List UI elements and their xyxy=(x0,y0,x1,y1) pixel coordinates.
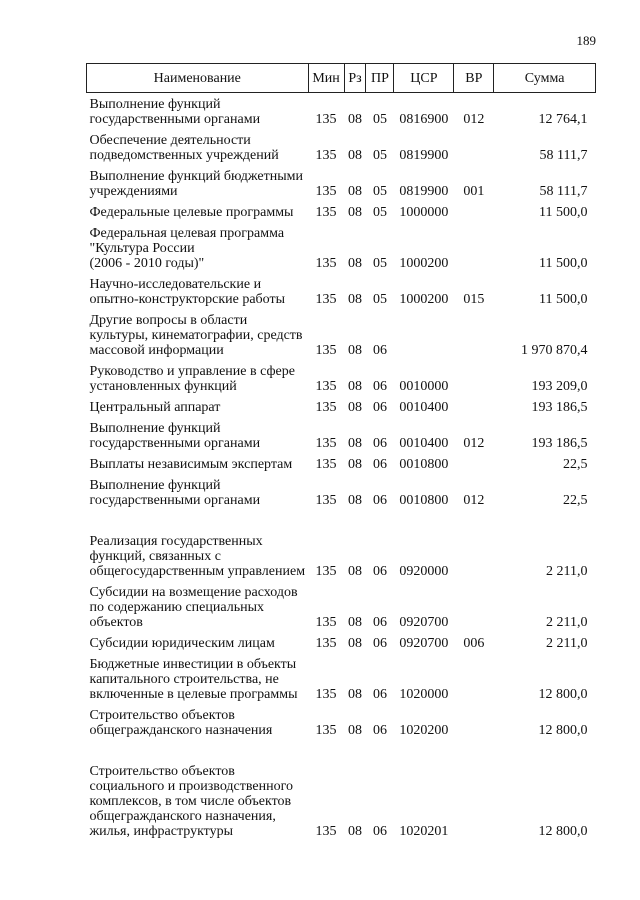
cell-sum: 22,5 xyxy=(563,493,588,508)
cell-min: 135 xyxy=(315,457,337,472)
cell-name: Выполнение функций государственными органами xyxy=(89,478,261,508)
cell-csr: 1020201 xyxy=(399,824,449,839)
cell-csr: 0819900 xyxy=(399,184,449,199)
header-pr: ПР xyxy=(366,64,394,93)
row-spacer xyxy=(87,510,596,530)
cell-csr: 0010400 xyxy=(399,400,449,415)
cell-rz: 08 xyxy=(348,343,362,358)
cell-sum: 193 186,5 xyxy=(531,400,588,415)
cell-pr: 06 xyxy=(372,723,387,738)
cell-csr: 0819900 xyxy=(399,148,449,163)
cell-sum: 2 211,0 xyxy=(546,636,588,651)
cell-min: 135 xyxy=(315,636,337,651)
cell-min: 135 xyxy=(315,436,337,451)
cell-rz: 08 xyxy=(348,824,362,839)
cell-csr: 1000200 xyxy=(399,256,449,271)
cell-name: Выплаты независимым экспертам xyxy=(89,457,293,472)
cell-vr: 015 xyxy=(463,292,485,307)
cell-rz: 08 xyxy=(348,636,362,651)
table-row xyxy=(87,165,596,201)
cell-sum: 12 800,0 xyxy=(538,687,588,702)
cell-csr: 1000000 xyxy=(399,205,449,220)
cell-min: 135 xyxy=(315,205,337,220)
cell-min: 135 xyxy=(315,292,337,307)
cell-pr: 05 xyxy=(372,292,387,307)
cell-csr xyxy=(394,309,454,360)
cell-rz: 08 xyxy=(348,205,362,220)
table-row xyxy=(87,581,596,632)
cell-pr: 05 xyxy=(372,148,387,163)
table-row xyxy=(87,453,596,474)
cell-csr: 0920700 xyxy=(399,615,449,630)
cell-rz: 08 xyxy=(348,379,362,394)
cell-vr: 012 xyxy=(463,436,485,451)
cell-rz: 08 xyxy=(348,400,362,415)
cell-name: Субсидии на возмещение расходов по содержанию специальных объектов xyxy=(89,585,298,630)
cell-min: 135 xyxy=(315,687,337,702)
cell-rz: 08 xyxy=(348,148,362,163)
header-min: Мин xyxy=(308,64,344,93)
cell-rz: 08 xyxy=(348,436,362,451)
cell-pr: 05 xyxy=(372,112,387,127)
spacer-cell xyxy=(87,510,596,530)
cell-vr xyxy=(454,396,494,417)
cell-csr: 0010400 xyxy=(399,436,449,451)
cell-name: Выполнение функций государственными органами xyxy=(89,421,261,451)
cell-vr: 012 xyxy=(463,112,485,127)
cell-min: 135 xyxy=(315,564,337,579)
cell-csr: 0010000 xyxy=(399,379,449,394)
cell-sum: 11 500,0 xyxy=(539,205,588,220)
cell-csr: 1020200 xyxy=(399,723,449,738)
cell-min: 135 xyxy=(315,148,337,163)
cell-pr: 06 xyxy=(372,824,387,839)
cell-rz: 08 xyxy=(348,112,362,127)
cell-name: Федеральные целевые программы xyxy=(89,205,294,220)
cell-name: Выполнение функций бюджетными учреждениями xyxy=(89,169,303,199)
table-row xyxy=(87,474,596,510)
table-row xyxy=(87,704,596,740)
cell-vr: 012 xyxy=(463,493,485,508)
cell-vr xyxy=(454,581,494,632)
cell-vr: 006 xyxy=(463,636,485,651)
cell-vr xyxy=(454,653,494,704)
cell-sum: 58 111,7 xyxy=(539,184,588,199)
header-vr: ВР xyxy=(454,64,494,93)
cell-name: Выполнение функций государственными органами xyxy=(89,97,261,127)
cell-sum: 193 209,0 xyxy=(531,379,588,394)
header-name: Наименование xyxy=(87,64,309,93)
cell-sum: 11 500,0 xyxy=(539,256,588,271)
cell-min: 135 xyxy=(315,723,337,738)
cell-vr xyxy=(454,201,494,222)
cell-pr: 05 xyxy=(372,256,387,271)
cell-pr: 06 xyxy=(372,436,387,451)
cell-csr: 0010800 xyxy=(399,457,449,472)
cell-pr: 06 xyxy=(372,379,387,394)
cell-sum: 11 500,0 xyxy=(539,292,588,307)
cell-pr: 06 xyxy=(372,400,387,415)
cell-name: Руководство и управление в сфере установленных функций xyxy=(89,364,295,394)
cell-sum: 1 970 870,4 xyxy=(521,343,588,358)
table-row xyxy=(87,129,596,165)
cell-rz: 08 xyxy=(348,184,362,199)
table-body xyxy=(87,93,596,842)
cell-name: Строительство объектов социального и производственного комплексов, в том числе объектов общегражданского назначения, жилья, инфраструктуры xyxy=(89,764,293,839)
cell-csr: 0010800 xyxy=(399,493,449,508)
cell-rz: 08 xyxy=(348,564,362,579)
cell-vr: 001 xyxy=(463,184,485,199)
cell-min: 135 xyxy=(315,256,337,271)
cell-name: Строительство объектов общегражданского назначения xyxy=(89,708,273,738)
cell-pr: 06 xyxy=(372,343,387,358)
table-row xyxy=(87,530,596,581)
cell-sum: 193 186,5 xyxy=(531,436,588,451)
cell-vr xyxy=(454,222,494,273)
table-row xyxy=(87,309,596,360)
page-number: 189 xyxy=(576,33,596,48)
cell-csr: 0920700 xyxy=(399,636,449,651)
table-row xyxy=(87,222,596,273)
cell-pr: 06 xyxy=(372,636,387,651)
cell-vr xyxy=(454,309,494,360)
cell-csr: 1020000 xyxy=(399,687,449,702)
cell-vr xyxy=(454,704,494,740)
row-spacer xyxy=(87,740,596,760)
spacer-cell xyxy=(87,740,596,760)
cell-vr xyxy=(454,760,494,841)
cell-sum: 22,5 xyxy=(563,457,588,472)
cell-pr: 06 xyxy=(372,493,387,508)
table-header xyxy=(87,64,596,93)
cell-name: Центральный аппарат xyxy=(89,400,221,415)
table-row xyxy=(87,417,596,453)
cell-min: 135 xyxy=(315,379,337,394)
cell-min: 135 xyxy=(315,493,337,508)
cell-csr: 0816900 xyxy=(399,112,449,127)
cell-vr xyxy=(454,360,494,396)
cell-name: Субсидии юридическим лицам xyxy=(89,636,275,651)
table-row xyxy=(87,760,596,841)
cell-min: 135 xyxy=(315,824,337,839)
cell-vr xyxy=(454,530,494,581)
cell-rz: 08 xyxy=(348,493,362,508)
cell-min: 135 xyxy=(315,343,337,358)
cell-rz: 08 xyxy=(348,723,362,738)
header-sum: Сумма xyxy=(494,64,596,93)
cell-sum: 58 111,7 xyxy=(539,148,588,163)
cell-min: 135 xyxy=(315,400,337,415)
cell-pr: 06 xyxy=(372,457,387,472)
header-rz: Рз xyxy=(344,64,366,93)
cell-csr: 1000200 xyxy=(399,292,449,307)
cell-name: Обеспечение деятельности подведомственных учреждений xyxy=(89,133,279,163)
header-csr: ЦСР xyxy=(394,64,454,93)
cell-min: 135 xyxy=(315,615,337,630)
cell-sum: 2 211,0 xyxy=(546,615,588,630)
table-row xyxy=(87,653,596,704)
cell-name: Реализация государственных функций, связанных с общегосударственным управлением xyxy=(89,534,306,579)
cell-rz: 08 xyxy=(348,256,362,271)
table-row xyxy=(87,632,596,653)
budget-table xyxy=(86,63,596,841)
cell-name: Бюджетные инвестиции в объекты капитального строительства, не включенные в целевые программы xyxy=(89,657,298,702)
cell-pr: 05 xyxy=(372,205,387,220)
cell-min: 135 xyxy=(315,112,337,127)
table-row xyxy=(87,201,596,222)
cell-rz: 08 xyxy=(348,292,362,307)
cell-min: 135 xyxy=(315,184,337,199)
table-row xyxy=(87,360,596,396)
cell-name: Федеральная целевая программа "Культура России (2006 - 2010 годы)" xyxy=(89,226,285,271)
cell-sum: 2 211,0 xyxy=(546,564,588,579)
cell-rz: 08 xyxy=(348,457,362,472)
cell-csr: 0920000 xyxy=(399,564,449,579)
cell-sum: 12 764,1 xyxy=(538,112,588,127)
cell-pr: 06 xyxy=(372,564,387,579)
cell-pr: 06 xyxy=(372,687,387,702)
table-row xyxy=(87,273,596,309)
table-row xyxy=(87,93,596,130)
cell-rz: 08 xyxy=(348,687,362,702)
cell-vr xyxy=(454,129,494,165)
table-row xyxy=(87,396,596,417)
cell-name: Научно-исследовательские и опытно-конструкторские работы xyxy=(89,277,286,307)
cell-rz: 08 xyxy=(348,615,362,630)
cell-sum: 12 800,0 xyxy=(538,723,588,738)
cell-sum: 12 800,0 xyxy=(538,824,588,839)
cell-name: Другие вопросы в области культуры, кинематографии, средств массовой информации xyxy=(89,313,303,358)
cell-pr: 06 xyxy=(372,615,387,630)
cell-vr xyxy=(454,453,494,474)
cell-pr: 05 xyxy=(372,184,387,199)
